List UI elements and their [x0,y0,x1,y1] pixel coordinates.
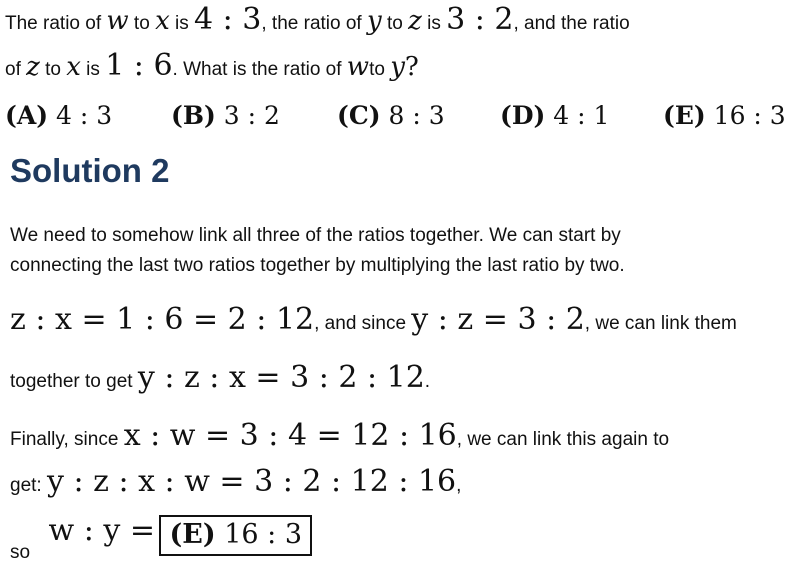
solution-text: , [456,475,462,496]
problem-text: is [80,59,106,80]
math-expression: y : z : x : w = 3 : 2 : 12 : 16 [46,464,457,499]
math-var-z: z [408,6,422,36]
choice-label: (E) [663,101,706,130]
solution-text: together to get [10,371,138,392]
solution-text: , and since [314,313,412,334]
solution-heading: Solution 2 [10,152,170,189]
math-var-w: w [106,6,129,36]
math-var-y: y [390,52,405,82]
choice-value: 3 : 2 [223,101,280,130]
math-var-x: x [66,52,81,82]
math-question-mark: ? [404,52,419,82]
solution-text: , we can link this again to [456,429,670,450]
choice-label: (A) [5,101,49,130]
choice-value: 4 : 1 [553,101,610,130]
problem-line-2 [5,48,419,83]
math-var-z: z [26,52,40,82]
math-ratio: 3 : 2 [446,2,514,37]
choice-value: 16 : 3 [713,101,786,130]
choice-d [500,101,609,130]
problem-text: of [5,59,27,80]
problem-text: to [381,13,409,34]
solution-text: , we can link them [584,313,737,334]
math-expression: w : y = [48,513,156,548]
solution-text: Finally, since [10,429,124,450]
problem-line-1 [5,2,630,37]
choice-label: (C) [337,101,381,130]
answer-value: 16 : 3 [224,519,302,551]
solution-paragraph-line-1: We need to somehow link all three of the ratios together. We can start by [10,225,621,246]
answer-label: (E) [169,519,216,551]
choice-value: 4 : 3 [56,101,113,130]
math-expression: y : z = 3 : 2 [411,302,585,337]
solution-text: so [10,542,31,563]
math-ratio: 4 : 3 [194,2,262,37]
choice-label: (B) [171,101,216,130]
math-expression: y : z : x = 3 : 2 : 12 [137,360,425,395]
problem-text: to [128,13,156,34]
solution-step-1 [10,302,737,337]
choice-label: (D) [500,101,546,130]
math-ratio: 1 : 6 [105,48,173,83]
problem-text: , and the ratio [513,13,630,34]
math-expression: z : x = 1 : 6 = 2 : 12 [10,302,315,337]
solution-step-2 [10,360,430,395]
problem-text: to [39,59,67,80]
solution-text: get: [10,475,47,496]
solution-step-4 [10,464,461,499]
problem-text: , the ratio of [261,13,367,34]
math-var-x: x [155,6,170,36]
math-var-w: w [346,52,370,82]
math-expression: x : w = 3 : 4 = 12 : 16 [123,418,457,453]
choice-b [171,101,280,130]
math-var-y: y [367,6,382,36]
solution-final [10,513,312,563]
choice-e [663,101,786,130]
solution-text: . [424,371,431,392]
choice-a [5,101,112,130]
problem-text: is [421,13,447,34]
problem-text: is [169,13,195,34]
solution-step-3 [10,418,669,453]
choice-value: 8 : 3 [388,101,445,130]
choice-c [337,101,445,130]
problem-text: . What is the ratio of [172,59,347,80]
problem-text: The ratio of [5,13,107,34]
final-answer-box [159,515,312,556]
problem-text: to [369,59,391,80]
solution-paragraph-line-2: connecting the last two ratios together by multiplying the last ratio by two. [10,255,625,276]
